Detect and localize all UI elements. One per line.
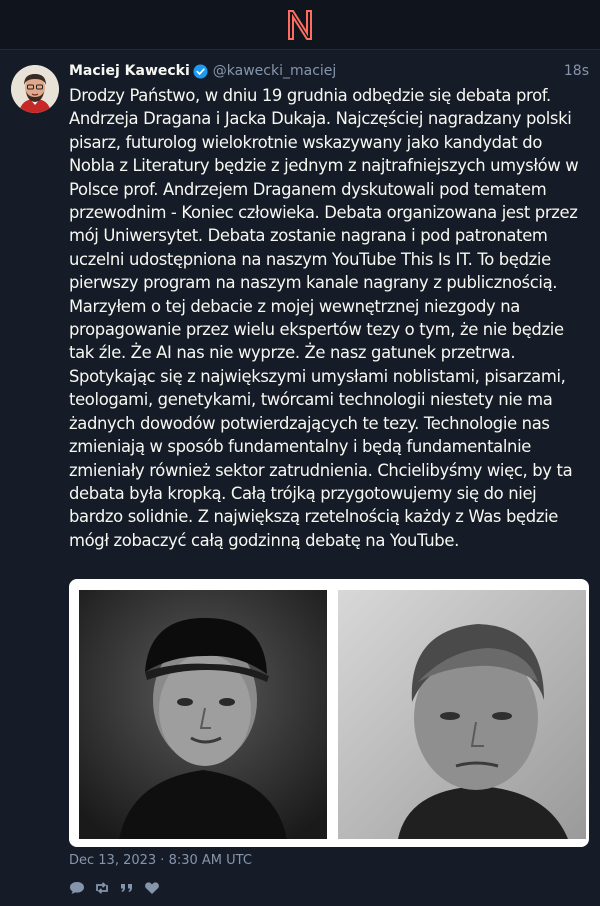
attachment-photo-right[interactable] bbox=[338, 590, 586, 839]
tweet-time[interactable]: 18s bbox=[563, 63, 589, 79]
tweet-attachments bbox=[69, 579, 589, 847]
retweet-icon[interactable] bbox=[94, 881, 110, 895]
tweet-date[interactable]: Dec 13, 2023 · 8:30 AM UTC bbox=[69, 853, 252, 868]
author-handle[interactable]: @kawecki_maciej bbox=[212, 63, 337, 79]
avatar[interactable] bbox=[11, 65, 59, 113]
man-in-cap-photo bbox=[79, 590, 327, 839]
avatar-illustration bbox=[11, 65, 59, 113]
comment-icon[interactable] bbox=[69, 881, 85, 895]
older-man-photo bbox=[338, 590, 586, 839]
tweet-header bbox=[69, 61, 589, 81]
nitter-logo-icon[interactable] bbox=[286, 9, 314, 41]
top-navbar bbox=[0, 0, 600, 50]
quote-icon[interactable] bbox=[119, 881, 135, 895]
heart-icon[interactable] bbox=[144, 881, 160, 895]
tweet-content: Drodzy Państwo, w dniu 19 grudnia odbędzie się debata prof. Andrzeja Dragana i Jacka Dukaja. Najczęściej nagradzany polski pisarz, futurolog wielokrotnie wskazywany jako kandydat do Nobla z Literatury będzie z jednym z najtrafniejszych umysłów w Polsce prof. Andrzejem Draganem dyskutowali pod tematem przewodnim - Koniec człowieka. Debata organizowana jest przez mój Uniwersytet. Debata zostanie nagrana i pod patronatem uczelni udostępniona na naszym YouTube This Is IT. To będzie pierwszy program na naszym kanale nagrany z publicznością. Marzyłem o tej debacie z mojej wewnętrznej niezgody na propagowanie przez wielu ekspertów tezy o tym, że nie będzie tak źle. Że AI nas nie wyprze. Że nasz gatunek przetrwa. Spotykając się z największymi umysłami noblistami, pisarzami, teologami, genetykami, twórcami technologii niestety nie ma żadnych dowodów potwierdzających te tezy. Technologie nas zmieniają w sposób fundamentalny i będą fundamentalnie zmieniały również sektor zatrudnienia. Chcielibyśmy więc, by ta debata była kropką. Całą trójką przygotowujemy się do niej bardzo solidnie. Z największą rzetelnością każdy z Was będzie mógł zobaczyć całą godzinną debatę na YouTube. bbox=[69, 86, 579, 550]
tweet bbox=[0, 51, 600, 906]
author-name[interactable]: Maciej Kawecki bbox=[69, 63, 190, 79]
verified-badge-icon bbox=[193, 64, 208, 79]
attachment-photo-left[interactable] bbox=[79, 590, 327, 839]
tweet-stats bbox=[69, 879, 169, 897]
